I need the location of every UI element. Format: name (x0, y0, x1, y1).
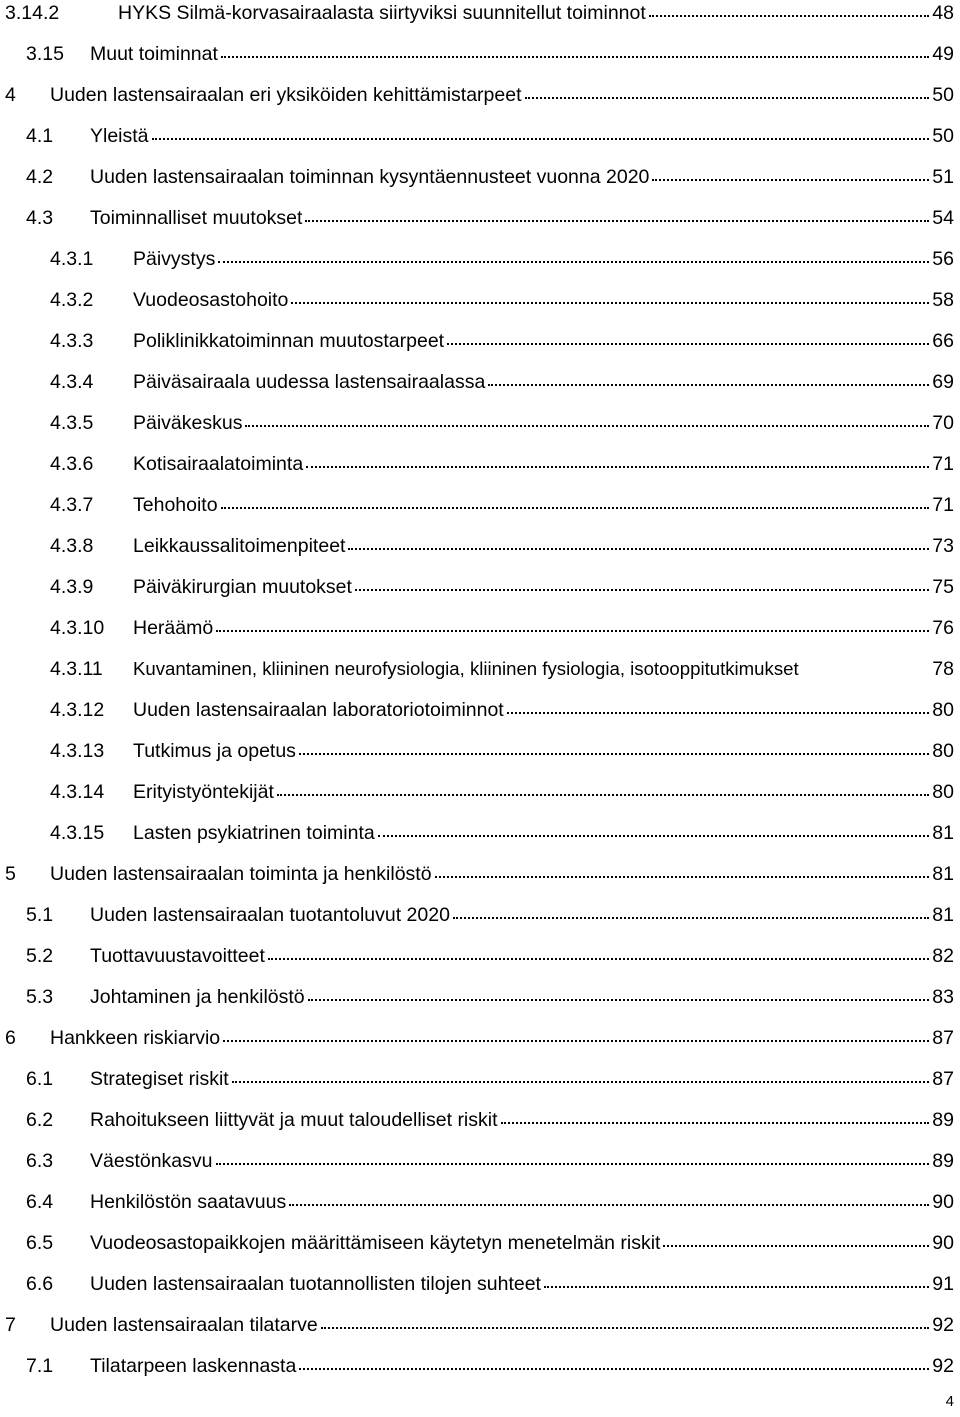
toc-number: 5.1 (26, 904, 54, 926)
dot-leader (299, 749, 929, 755)
toc-entry[interactable] (0, 161, 960, 193)
dot-leader (321, 1323, 930, 1329)
toc-page-number[interactable]: 70 (932, 412, 954, 434)
toc-number: 6.6 (26, 1273, 54, 1295)
toc-page-number[interactable]: 80 (932, 781, 954, 803)
toc-number: 4.3.3 (50, 330, 94, 352)
toc-title[interactable]: Uuden lastensairaalan toiminta ja henkilöstö (50, 863, 432, 885)
toc-number: 4.3.11 (50, 658, 103, 680)
dot-leader (507, 708, 930, 714)
toc-number: 7.1 (26, 1355, 54, 1377)
dot-leader (305, 216, 929, 222)
toc-number: 7 (5, 1314, 16, 1336)
toc-entry[interactable] (0, 38, 960, 70)
toc-page-number[interactable]: 91 (932, 1273, 954, 1295)
toc-title[interactable]: Lasten psykiatrinen toiminta (133, 822, 375, 844)
toc-number: 4.3.8 (50, 535, 94, 557)
toc-title[interactable]: Uuden lastensairaalan toiminnan kysyntäennusteet vuonna 2020 (90, 166, 650, 188)
toc-entry[interactable] (0, 1022, 960, 1054)
toc-entry[interactable] (0, 899, 960, 931)
dot-leader (289, 1200, 929, 1206)
toc-page-number[interactable]: 83 (932, 986, 954, 1008)
toc-title[interactable]: Kuvantaminen, kliininen neurofysiologia, kliininen fysiologia, isotooppitutkimukset (133, 658, 799, 679)
dot-leader (299, 1364, 929, 1370)
dot-leader (306, 462, 929, 468)
toc-title[interactable]: Uuden lastensairaalan tuotannollisten tilojen suhteet (90, 1273, 541, 1295)
toc-page-number[interactable]: 87 (932, 1027, 954, 1049)
toc-number: 4.3.2 (50, 289, 94, 311)
toc-page-number[interactable]: 87 (932, 1068, 954, 1090)
toc-page-number[interactable]: 66 (932, 330, 954, 352)
toc-title[interactable]: Poliklinikkatoiminnan muutostarpeet (133, 330, 445, 352)
toc-page-number[interactable]: 50 (932, 125, 954, 147)
toc-title[interactable]: HYKS Silmä-korvasairaalasta siirtyviksi suunnitellut toiminnot (118, 2, 646, 24)
dot-leader (232, 1077, 930, 1083)
toc-number: 6.3 (26, 1150, 54, 1172)
dot-leader (501, 1118, 930, 1124)
toc-title[interactable]: Vuodeosastohoito (133, 289, 289, 311)
toc-title[interactable]: Päiväsairaala uudessa lastensairaalassa (133, 371, 486, 393)
toc-entry[interactable] (0, 653, 960, 685)
toc-number: 4.3.9 (50, 576, 94, 598)
toc-title[interactable]: Vuodeosastopaikkojen määrittämiseen käytetyn menetelmän riskit (90, 1232, 661, 1254)
toc-entry[interactable] (0, 366, 960, 398)
toc-number: 4.3.13 (50, 740, 105, 762)
toc-title[interactable]: Tilatarpeen laskennasta (90, 1355, 297, 1377)
toc-page-number[interactable]: 73 (932, 535, 954, 557)
toc-page-number[interactable]: 89 (932, 1109, 954, 1131)
toc-number: 4.3.4 (50, 371, 94, 393)
toc-title[interactable]: Uuden lastensairaalan eri yksiköiden kehittämistarpeet (50, 84, 522, 106)
toc-page-number[interactable]: 90 (932, 1191, 954, 1213)
toc-entry[interactable] (0, 448, 960, 480)
toc-entry[interactable] (0, 940, 960, 972)
toc-page-number[interactable]: 80 (932, 740, 954, 762)
toc-page-number[interactable]: 51 (932, 166, 954, 188)
dot-leader (544, 1282, 929, 1288)
toc-number: 4.3.7 (50, 494, 94, 516)
toc-number: 6.1 (26, 1068, 54, 1090)
toc-number: 4 (5, 84, 16, 106)
toc-entry[interactable] (0, 0, 960, 29)
toc-title[interactable]: Henkilöstön saatavuus (90, 1191, 287, 1213)
toc-title[interactable]: Hankkeen riskiarvio (50, 1027, 221, 1049)
dot-leader (488, 380, 929, 386)
dot-leader (221, 52, 929, 58)
dot-leader (378, 831, 930, 837)
toc-page-number[interactable]: 90 (932, 1232, 954, 1254)
toc-entry[interactable] (0, 1063, 960, 1095)
toc-page-number[interactable]: 92 (932, 1355, 954, 1377)
toc-title[interactable]: Heräämö (133, 617, 214, 639)
toc-title[interactable]: Rahoitukseen liittyvät ja muut taloudelliset riskit (90, 1109, 498, 1131)
toc-number: 3.14.2 (5, 2, 60, 24)
dot-leader (652, 175, 929, 181)
toc-title[interactable]: Päiväkeskus (133, 412, 243, 434)
toc-page-number[interactable]: 49 (932, 43, 954, 65)
toc-page-number[interactable]: 92 (932, 1314, 954, 1336)
toc-title[interactable]: Päivystys (133, 248, 216, 270)
footer-page-number: 4 (945, 1393, 954, 1410)
dot-leader (218, 257, 929, 263)
toc-page-number[interactable]: 89 (932, 1150, 954, 1172)
toc-number: 4.3.5 (50, 412, 94, 434)
toc-entry[interactable] (0, 1145, 960, 1177)
toc-entry[interactable] (0, 284, 960, 316)
toc-number: 5 (5, 863, 16, 885)
toc-title[interactable]: Tutkimus ja opetus (133, 740, 296, 762)
toc-title[interactable]: Uuden lastensairaalan tilatarve (50, 1314, 318, 1336)
toc-title[interactable]: Erityistyöntekijät (133, 781, 274, 803)
dot-leader (435, 872, 930, 878)
dot-leader (453, 913, 929, 919)
toc-entry[interactable] (0, 1104, 960, 1136)
dot-leader (245, 421, 929, 427)
dot-leader (663, 1241, 929, 1247)
toc-page-number[interactable]: 75 (932, 576, 954, 598)
toc-number: 5.3 (26, 986, 54, 1008)
toc-entry[interactable] (0, 530, 960, 562)
toc-entry[interactable] (0, 202, 960, 234)
dot-leader (355, 585, 929, 591)
toc-entry[interactable] (0, 1309, 960, 1341)
dot-leader (223, 1036, 929, 1042)
toc-title[interactable]: Päiväkirurgian muutokset (133, 576, 352, 598)
toc-title[interactable]: Tehohoito (133, 494, 218, 516)
dot-leader (348, 544, 929, 550)
toc-title[interactable]: Johtaminen ja henkilöstö (90, 986, 305, 1008)
toc-page-number[interactable]: 78 (932, 658, 954, 680)
toc-number: 4.3.12 (50, 699, 105, 721)
toc-entry[interactable] (0, 1350, 960, 1382)
toc-entry[interactable] (0, 325, 960, 357)
toc-page-number[interactable]: 48 (932, 2, 954, 24)
toc-page-number[interactable]: 81 (932, 822, 954, 844)
toc-title[interactable]: Tuottavuustavoitteet (90, 945, 265, 967)
toc-page-number[interactable]: 76 (932, 617, 954, 639)
toc-page-number[interactable]: 54 (932, 207, 954, 229)
toc-title[interactable]: Uuden lastensairaalan laboratoriotoiminnot (133, 699, 504, 721)
toc-page-number[interactable]: 56 (932, 248, 954, 270)
toc-number: 6.2 (26, 1109, 54, 1131)
toc-entry[interactable] (0, 120, 960, 152)
toc-entry[interactable] (0, 571, 960, 603)
dot-leader (152, 134, 930, 140)
toc-number: 5.2 (26, 945, 54, 967)
toc-entry[interactable] (0, 1186, 960, 1218)
toc-page-number[interactable]: 81 (932, 863, 954, 885)
toc-page-number[interactable]: 82 (932, 945, 954, 967)
toc-number: 4.3 (26, 207, 54, 229)
toc-page-number[interactable]: 71 (932, 494, 954, 516)
dot-leader (291, 298, 929, 304)
toc-entry[interactable] (0, 1268, 960, 1300)
dot-leader (216, 626, 929, 632)
toc-title[interactable]: Kotisairaalatoiminta (133, 453, 304, 475)
dot-leader (277, 790, 929, 796)
toc-title[interactable]: Leikkaussalitoimenpiteet (133, 535, 346, 557)
toc-title[interactable]: Muut toiminnat (90, 43, 218, 65)
dot-leader (525, 93, 930, 99)
toc-number: 6.5 (26, 1232, 54, 1254)
toc-number: 4.1 (26, 125, 54, 147)
toc-number: 4.3.10 (50, 617, 105, 639)
toc-page-number[interactable]: 81 (932, 904, 954, 926)
toc-title[interactable]: Toiminnalliset muutokset (90, 207, 303, 229)
toc-number: 4.3.6 (50, 453, 94, 475)
dot-leader (308, 995, 930, 1001)
toc-number: 4.3.14 (50, 781, 105, 803)
toc-title[interactable]: Väestönkasvu (90, 1150, 213, 1172)
toc-page-number[interactable]: 80 (932, 699, 954, 721)
toc-number: 4.2 (26, 166, 54, 188)
toc-page-number[interactable]: 50 (932, 84, 954, 106)
toc-number: 4.3.1 (50, 248, 94, 270)
toc-entry[interactable] (0, 489, 960, 521)
toc-number: 4.3.15 (50, 822, 105, 844)
dot-leader (649, 11, 930, 17)
toc-title[interactable]: Uuden lastensairaalan tuotantoluvut 2020 (90, 904, 450, 926)
dot-leader (447, 339, 929, 345)
toc-entry[interactable] (0, 858, 960, 890)
toc-entry[interactable] (0, 776, 960, 808)
toc-entry[interactable] (0, 1227, 960, 1259)
dot-leader (221, 503, 930, 509)
toc-entry[interactable] (0, 694, 960, 726)
toc-entry[interactable] (0, 407, 960, 439)
toc-page-number[interactable]: 71 (932, 453, 954, 475)
toc-number: 6 (5, 1027, 16, 1049)
toc-page-number[interactable]: 58 (932, 289, 954, 311)
toc-entry[interactable] (0, 79, 960, 111)
toc-page-number[interactable]: 69 (932, 371, 954, 393)
toc-title[interactable]: Strategiset riskit (90, 1068, 229, 1090)
toc-number: 3.15 (26, 43, 64, 65)
toc-title[interactable]: Yleistä (90, 125, 149, 147)
dot-leader (216, 1159, 930, 1165)
toc-entry[interactable] (0, 735, 960, 767)
toc-entry[interactable] (0, 612, 960, 644)
toc-entry[interactable] (0, 981, 960, 1013)
toc-entry[interactable] (0, 243, 960, 275)
toc-number: 6.4 (26, 1191, 54, 1213)
toc-entry[interactable] (0, 817, 960, 849)
dot-leader (268, 954, 929, 960)
